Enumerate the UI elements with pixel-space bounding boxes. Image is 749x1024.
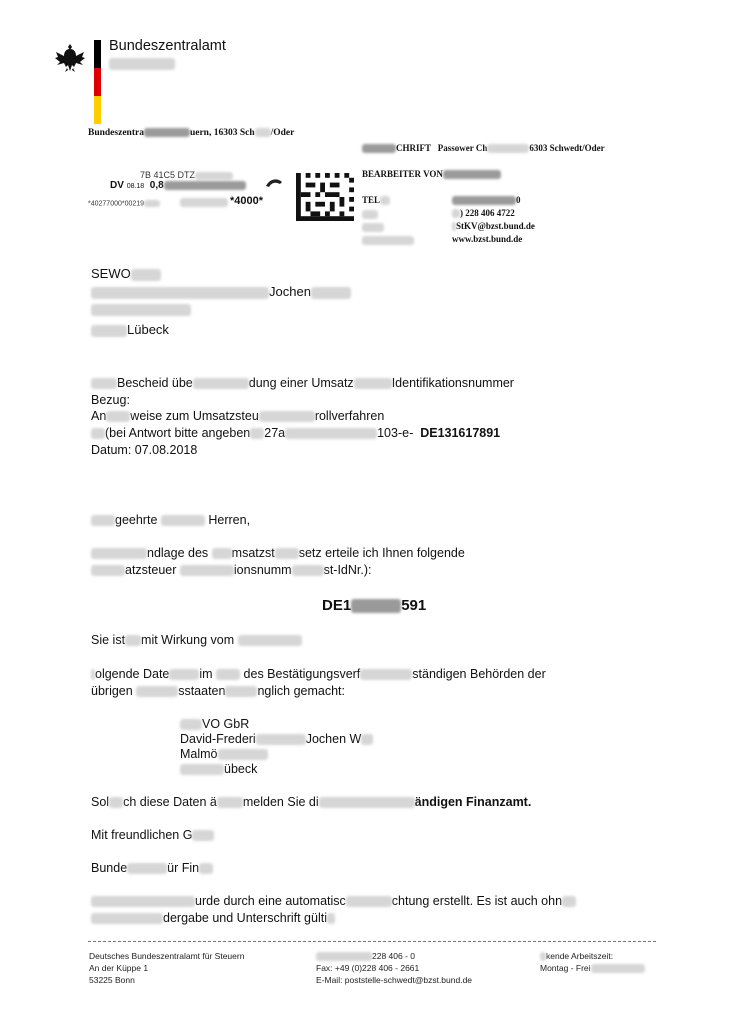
subject-date: Datum: 07.08.2018	[91, 443, 198, 457]
redacted-postage	[180, 198, 228, 207]
closing: Mit freundlichen G	[91, 828, 214, 843]
vat-id-number: DE1 591	[322, 597, 427, 614]
salutation: geehrte Herren,	[91, 513, 250, 528]
paragraph-1-line-1: ndlage des msatzst setz erteile ich Ihnen folgende	[91, 546, 465, 561]
header-tel-label: TEL	[362, 195, 390, 205]
automation-note-line-1: urde durch eine automatisc chtung erstellt. Es ist auch ohn	[91, 894, 576, 909]
address-line-2: David-Frederi Jochen W	[180, 732, 373, 747]
recipient-line-2: Jochen	[91, 284, 351, 299]
paragraph-1-line-2: atzsteuer ionsnumm st-IdNr.):	[91, 563, 372, 578]
subject-line-3: An weise zum Umsatzsteu rollverfahren	[91, 409, 385, 423]
datamatrix-code	[296, 173, 354, 221]
subject-line-4: (bei Antwort bitte angeben 27a 103-e- DE131617891	[91, 426, 500, 441]
footer-hours: kende Arbeitszeit: Montag - Frei	[540, 950, 645, 974]
header-web-value: www.bzst.bund.de	[452, 234, 523, 244]
footer-divider	[88, 941, 656, 942]
authority-title: Bundeszentralamt	[109, 38, 226, 54]
subject-line-2: Bezug:	[91, 393, 130, 407]
address-line-1: VO GbR	[180, 717, 249, 732]
post-horn-icon	[264, 176, 284, 190]
barcode-suffix: *4000*	[230, 195, 264, 207]
header-tel-value: 0	[452, 195, 521, 205]
subject-vat-id: DE131617891	[420, 426, 501, 440]
subject-line-1: Bescheid übe dung einer Umsatz Identifikationsnummer	[91, 376, 514, 391]
paragraph-3-line-1: olgende Date im des Bestätigungsverf ständigen Behörden der	[91, 667, 546, 682]
footer-address: Deutsches Bundeszentralamt für Steuern An der Küppe 1 53225 Bonn	[89, 951, 245, 985]
sender-return-line: Bundeszentra uern, 16303 Sch /Oder	[88, 128, 295, 138]
german-flag-stripe	[94, 40, 101, 124]
automation-note-line-2: dergabe und Unterschrift gülti	[91, 911, 335, 926]
paragraph-3-line-2: übrigen sstaaten nglich gemacht:	[91, 684, 346, 698]
redacted-recipient-street	[91, 304, 191, 316]
footer-contact: 228 406 - 0 Fax: +49 (0)228 406 - 2661 E-Mail: poststelle-schwedt@bzst.bund.de	[316, 951, 473, 985]
recipient-line-1: SEWO	[91, 266, 161, 281]
paragraph-2: Sie ist mit Wirkung vom	[91, 633, 302, 648]
redacted-web-label	[362, 236, 414, 245]
header-email-value: StKV@bzst.bund.de	[452, 221, 535, 231]
address-line-4: übeck	[180, 762, 257, 777]
postage-dv-line: DV 08.18 0,8	[110, 180, 246, 191]
header-schrift-line: CHRIFT Passower Ch 6303 Schwedt/Oder	[362, 143, 605, 153]
federal-eagle-icon	[54, 41, 86, 73]
barcode-number: *40277000*00219	[88, 200, 160, 207]
recipient-line-4: Lübeck	[91, 322, 169, 337]
postage-code: 7B 41C5 DTZ	[140, 170, 233, 180]
redacted-fax-label	[362, 210, 378, 219]
paragraph-4: Sol ch diese Daten ä melden Sie di ändigen Finanzamt.	[91, 795, 532, 809]
redacted-subtitle	[109, 58, 175, 70]
header-fax-value: ) 228 406 4722	[452, 208, 515, 218]
address-line-3: Malmö	[180, 747, 268, 762]
redacted-email-label	[362, 223, 384, 232]
header-bearbeiter-line: BEARBEITER VON	[362, 169, 501, 179]
signature-authority: Bunde ür Fin	[91, 861, 213, 876]
